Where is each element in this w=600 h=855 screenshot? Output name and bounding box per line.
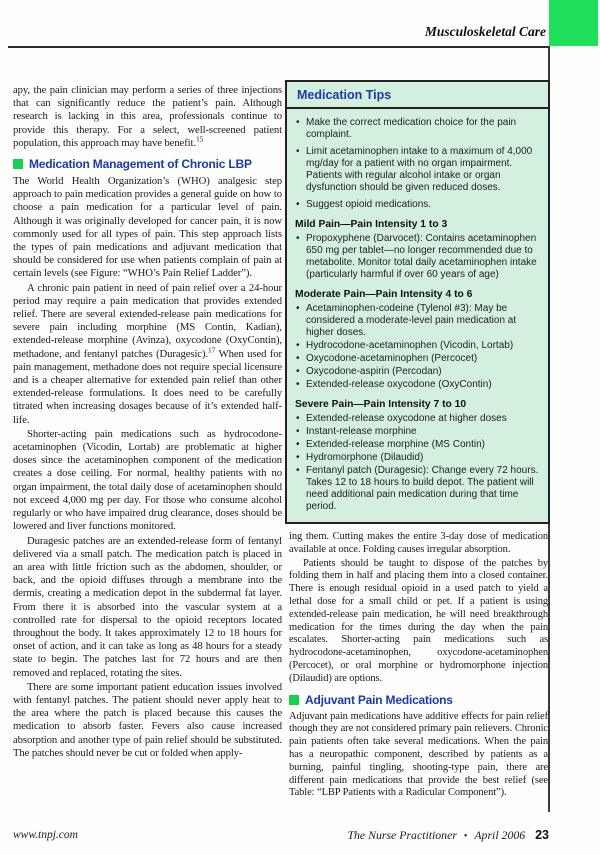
paragraph-text: The World Health Organization’s (WHO) analgesic step approach to pain medication provides a general guide on how to choose a pain medication for a particular level of pain. Although it was originally developed for cancer pain, it is now commonly used for all types of pain. This step approach lists the types of pain medications and adjuvant medication that should be considered for use when patients complain of pain at certain levels (see Figure: “WHO’s Pain Relief Ladder”).: [13, 175, 282, 280]
tips-moderate-list: [295, 303, 540, 391]
paragraph-text: Duragesic patches are an extended-release form of fentanyl delivered via a small patch. The medication patch is placed in an area with little friction such as the abdomen, shoulder, or back, and the opioid diffuses through a membrane into the dermis, creating a medication depot in the subdermal fat layer. From there it is absorbed into the vascular system at a controlled rate for dispersal to the opioid receptors located throughout the body. It takes approximately 12 to 18 hours for onset of action, and it can take as long as 48 hours for a steady state to begin. The patches last for 72 hours and are then removed and replaced, rotating the sites.: [13, 534, 282, 679]
paragraph: [13, 175, 282, 281]
section-heading-label: Adjuvant Pain Medications: [305, 692, 453, 707]
reference-superscript: 15: [195, 134, 204, 144]
tip-item: [295, 413, 540, 425]
footer-journal-name: The Nurse Practitioner: [347, 828, 457, 842]
tip-text: Oxycodone-aspirin (Percodan): [306, 366, 442, 377]
tips-box-title: Medication Tips: [297, 88, 392, 102]
tip-item: [295, 379, 540, 391]
paragraph-text: ing them. Cutting makes the entire 3-day dose of medication available at once. Folding causes irregular absorption.: [289, 531, 548, 555]
tip-text: Instant-release morphine: [306, 426, 417, 437]
section-heading-medication-management: [13, 157, 282, 171]
tip-text: Propoxyphene (Darvocet): Contains acetaminophen 650 mg per tablet—no longer recommended due to metabolite. Monitor total daily acetaminophen intake (particularly harmful if over 60 years of age): [306, 233, 537, 280]
medication-tips-box: [285, 80, 550, 524]
tips-severe-list: [295, 413, 540, 513]
left-column: [13, 84, 282, 761]
tip-text: Hydrocodone-acetaminophen (Vicodin, Lortab): [306, 340, 514, 351]
paragraph-text: When used for pain management, methadone does not require special licensure and is a cheaper alternative for extended pain relief than other extended-release formulations. It does need to be carefully titrated when increasing dosages because of it’s extended half-life.: [13, 347, 282, 426]
footer-citation: [347, 828, 549, 843]
paragraph-text: Adjuvant pain medications have additive effects for pain relief though they are not considered primary pain relievers. Chronic pain patients often take several medications. When the pain has a neuropathic component, described by patients as a burning, painful tingling, shooting-type pain, there are different pain medications that provide the best relief (see Table: “LBP Patients with a Radicular Component”).: [289, 710, 548, 799]
tip-item: [295, 199, 540, 211]
tip-text: Oxycodone-acetaminophen (Percocet): [306, 353, 478, 364]
green-square-icon: [13, 159, 23, 169]
tip-text: Extended-release oxycodone at higher doses: [306, 413, 507, 424]
footer-website: www.tnpj.com: [13, 829, 78, 841]
footer-page-number: 23: [535, 828, 549, 842]
paragraph-continuation: [289, 531, 548, 557]
tips-intro-list: [295, 117, 540, 211]
tip-text: Hydromorphone (Dilaudid): [306, 452, 424, 463]
tip-text: Acetaminophen-codeine (Tylenol #3): May be considered a moderate-level pain medication at higher doses.: [306, 303, 517, 338]
paragraph-text: There are some important patient education issues involved with fentanyl patches. The patient should never apply heat to the area where the patch is placed because this causes the medication to absorb faster. Fevers also cause increased absorption and another type of pain relief should be substituted. The patches should never be cut or folded when apply-: [13, 680, 282, 759]
corner-tab-green: [549, 0, 598, 46]
tips-subheading-moderate-pain: Moderate Pain—Pain Intensity 4 to 6: [295, 289, 473, 300]
right-column: [289, 531, 548, 800]
section-heading-label: Medication Management of Chronic LBP: [29, 157, 252, 172]
tip-item: [295, 366, 540, 378]
paragraph-text: apy, the pain clinician may perform a series of three injections that can significantly reduce the patient’s pain. Although research is lacking in this area, professionals continue to provide this therapy. For a select, well-screened patient population, this approach may have benefit.: [13, 84, 282, 149]
tip-item: [295, 452, 540, 464]
paragraph-text: A chronic pain patient in need of pain relief over a 24-hour period may require a pain medication that provides extended relief. There are several extended-release pain medications for severe pain including morphine (MS Contin, Kadian), extended-release morphine (Avinza), oxycodone (OxyContin), methadone, and fentanyl patches (Duragesic).: [13, 281, 282, 360]
section-heading-adjuvant-pain-medications: [289, 693, 548, 707]
paragraph: [289, 711, 548, 801]
tip-text: Make the correct medication choice for the pain complaint.: [306, 117, 517, 140]
tip-item: [295, 353, 540, 365]
tip-item: [295, 340, 540, 352]
tip-text: Fentanyl patch (Duragesic): Change every 72 hours. Takes 12 to 18 hours to build depot. The patient will need additional pain medication during that time period.: [306, 465, 539, 512]
green-square-icon: [289, 695, 299, 705]
tip-text: Limit acetaminophen intake to a maximum of 4,000 mg/day for a patient with no organ impairment. Patients with regular alcohol intake or organ dysfunction should be given reduced doses.: [306, 146, 533, 193]
paragraph-continuation: [13, 84, 282, 150]
running-head: Musculoskeletal Care: [424, 24, 546, 39]
tips-subheading-severe-pain: Severe Pain—Pain Intensity 7 to 10: [295, 399, 467, 410]
tip-text: Extended-release oxycodone (OxyContin): [306, 379, 492, 390]
tips-mild-list: [295, 233, 540, 281]
footer-bullet-separator: •: [463, 831, 468, 842]
tip-item: [295, 426, 540, 438]
paragraph-text: Shorter-acting pain medications such as hydrocodone-acetaminophen (Vicodin, Lortab) are problematic at higher doses since the acetaminophen component of the medication creates a dose ceiling. For normal, healthy patients with no organ impairment, the total daily dose of acetaminophen should not exceed 4,000 mg per day. For those who consume alcohol regularly or who have impaired drug clearance, doses should be lowered and liver functions monitored.: [13, 427, 282, 533]
tip-item: [295, 303, 540, 339]
header-rule: [8, 46, 549, 48]
paragraph: [13, 681, 282, 760]
paragraph: [13, 428, 282, 534]
paragraph-text: Patients should be taught to dispose of the patches by folding them in half and placing them into a closed container. There is enough residual opioid in a used patch to yield a lethal dose for a small child or pet. If a patient is using extended-release pain medication, he will need breakthrough medication for the times during the day when the pain escalates. Shorter-acting pain medications such as hydrocodone-acetaminophen, oxycodone-acetaminophen (Percocet), or oral morphine or hydromorphone injection (Dilaudid) are options.: [289, 557, 548, 684]
tip-item: [295, 465, 540, 513]
tips-box-header: [287, 82, 548, 109]
footer-issue-date: April 2006: [474, 828, 526, 842]
tip-item: [295, 439, 540, 451]
paragraph: [13, 282, 282, 427]
tip-item: [295, 233, 540, 281]
paragraph: [289, 558, 548, 686]
tips-box-body: [287, 109, 548, 522]
tip-item: [295, 117, 540, 141]
tip-text: Suggest opioid medications.: [306, 199, 432, 210]
paragraph: [13, 535, 282, 680]
tip-text: Extended-release morphine (MS Contin): [306, 439, 485, 450]
right-column-stack: [285, 80, 550, 801]
tips-subheading-mild-pain: Mild Pain—Pain Intensity 1 to 3: [295, 219, 448, 230]
reference-superscript: 17: [208, 345, 216, 355]
tip-item: [295, 146, 540, 194]
